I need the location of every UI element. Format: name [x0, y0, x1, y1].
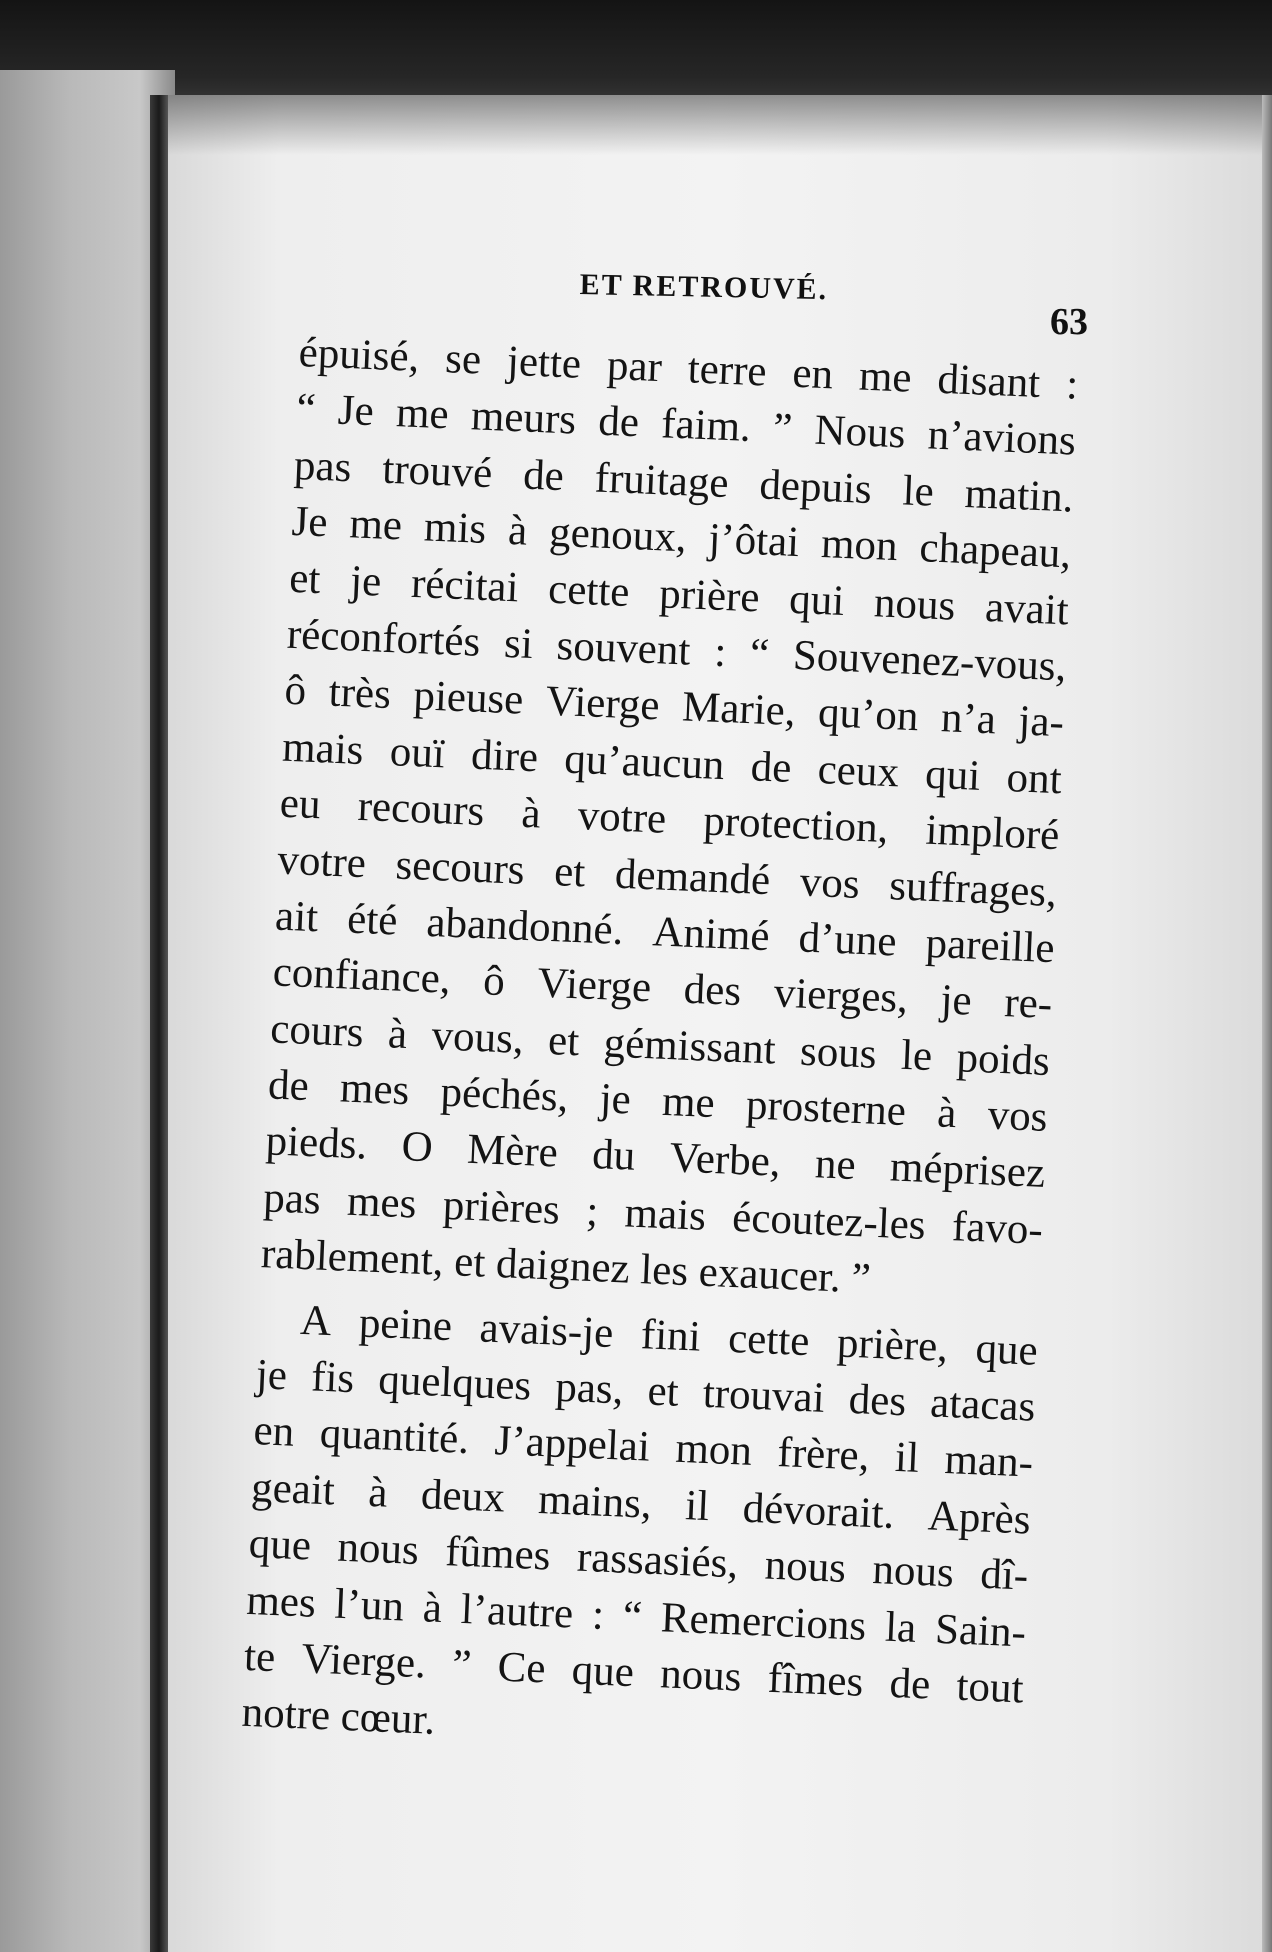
- word: nous: [871, 1546, 955, 1597]
- word: Je: [290, 498, 329, 547]
- word: à: [936, 1089, 958, 1138]
- word: pareille: [924, 919, 1056, 973]
- word: de: [522, 451, 565, 500]
- word: nous: [763, 1541, 847, 1593]
- scan-background-top: [0, 0, 1272, 110]
- word: mes: [339, 1064, 411, 1115]
- word: ceux: [816, 745, 900, 797]
- word: Mère: [466, 1126, 559, 1177]
- word: sous: [799, 1027, 878, 1078]
- word: terre: [686, 345, 768, 396]
- word: mais: [623, 1189, 707, 1240]
- word: nous: [336, 1523, 420, 1575]
- word: le: [900, 1031, 934, 1080]
- word: geait: [250, 1463, 336, 1515]
- word: rassasiés,: [576, 1533, 740, 1588]
- word: genoux,: [548, 508, 688, 562]
- word: mon: [820, 520, 899, 571]
- word: imploré: [924, 806, 1061, 860]
- word: avais-je: [478, 1304, 615, 1357]
- word: quelques: [377, 1356, 533, 1410]
- word: il: [894, 1434, 920, 1483]
- word: Vierge: [544, 677, 661, 730]
- body-text: [241, 325, 1080, 1774]
- word: souvent: [555, 622, 692, 675]
- word: deux: [420, 1470, 506, 1522]
- word: :: [591, 1590, 605, 1639]
- word: pieds.: [264, 1117, 369, 1169]
- word: Je: [336, 387, 375, 436]
- word: suffrages,: [888, 861, 1058, 916]
- word: de: [597, 397, 640, 447]
- word: écoutez-les: [731, 1193, 927, 1249]
- word: dî-: [979, 1550, 1030, 1600]
- word: ont: [1005, 753, 1063, 804]
- word: pieuse: [412, 672, 525, 725]
- word: le: [901, 467, 935, 516]
- word: vierges,: [772, 969, 909, 1023]
- word: pas,: [554, 1363, 625, 1414]
- word: à: [421, 1583, 444, 1632]
- word: demandé: [614, 850, 772, 904]
- word: je: [939, 976, 973, 1025]
- word: ”: [451, 1641, 473, 1690]
- word: fûmes: [444, 1528, 552, 1580]
- word: de: [267, 1061, 310, 1111]
- word: et: [553, 847, 587, 896]
- word: à: [520, 789, 542, 838]
- page-right-edge: [1262, 95, 1272, 1952]
- word: qu’aucun: [563, 735, 726, 789]
- word: à: [387, 1010, 409, 1058]
- word: Souvenez-vous,: [792, 631, 1068, 691]
- word: de: [888, 1659, 932, 1709]
- word: secours: [394, 841, 526, 894]
- word: l’un: [333, 1580, 405, 1631]
- text-line: rablement, et daignez les exaucer. ”: [260, 1230, 872, 1303]
- word: depuis: [758, 461, 873, 513]
- word: ne: [814, 1140, 857, 1190]
- word: la: [884, 1603, 918, 1652]
- word: “: [749, 630, 771, 678]
- word: mes: [245, 1576, 317, 1627]
- word: je: [598, 1075, 632, 1124]
- word: des: [682, 965, 743, 1016]
- word: mais: [281, 723, 365, 774]
- word: que: [974, 1324, 1039, 1375]
- word: à: [367, 1468, 389, 1517]
- word: “: [621, 1592, 644, 1641]
- word: Remercions: [660, 1593, 868, 1650]
- word: trouvai: [701, 1369, 826, 1422]
- word: qui: [924, 750, 982, 800]
- word: ”: [772, 405, 794, 454]
- word: vos: [986, 1091, 1049, 1142]
- running-head: ET RETROUVÉ.: [579, 268, 829, 307]
- word: dire: [470, 731, 540, 782]
- word: prières: [441, 1181, 561, 1234]
- word: nous: [659, 1650, 743, 1701]
- word: mes: [346, 1177, 418, 1228]
- word: dévorait.: [741, 1484, 896, 1538]
- word: mon: [674, 1425, 753, 1476]
- word: recours: [356, 782, 486, 836]
- word: qui: [788, 575, 846, 625]
- word: ouï: [388, 727, 446, 778]
- word: :: [713, 628, 728, 677]
- word: si: [503, 619, 534, 668]
- word: poids: [955, 1033, 1051, 1085]
- word: tout: [955, 1662, 1025, 1713]
- word: cette: [547, 565, 631, 616]
- word: fruitage: [593, 454, 730, 507]
- word: quantité.: [318, 1410, 471, 1464]
- word: j’ôtai: [707, 515, 801, 567]
- word: Animé: [651, 908, 771, 961]
- word: gémissant: [602, 1019, 777, 1074]
- word: je: [255, 1351, 289, 1400]
- word: vos: [798, 857, 861, 908]
- word: A: [299, 1296, 333, 1345]
- word: abandonné.: [425, 898, 625, 954]
- word: re-: [1003, 979, 1054, 1029]
- word: prière: [658, 569, 761, 622]
- word: récitai: [410, 559, 520, 611]
- word: à: [507, 507, 529, 555]
- word: fîmes: [766, 1654, 865, 1706]
- word: très: [327, 668, 392, 719]
- word: en: [791, 349, 835, 399]
- word: se: [444, 335, 483, 384]
- word: des: [847, 1375, 908, 1426]
- word: Ce: [496, 1643, 547, 1693]
- word: me: [858, 352, 913, 402]
- word: Après: [926, 1492, 1032, 1544]
- word: Sain-: [934, 1605, 1027, 1657]
- word: ;: [585, 1187, 600, 1236]
- word: ô: [482, 957, 506, 1006]
- word: chapeau,: [918, 524, 1073, 578]
- word: pas: [293, 441, 353, 492]
- word: et: [547, 1016, 581, 1065]
- word: peine: [358, 1299, 454, 1350]
- word: il: [684, 1482, 711, 1530]
- word: me: [661, 1077, 716, 1128]
- word: n’a: [940, 694, 997, 744]
- word: méprisez: [889, 1143, 1047, 1198]
- word: avait: [984, 583, 1070, 634]
- word: et: [288, 554, 322, 603]
- word: fini: [640, 1310, 702, 1361]
- word: été: [346, 895, 399, 945]
- text-line: notre cœur.: [240, 1689, 437, 1745]
- word: :: [1065, 361, 1080, 409]
- book-spine: [150, 95, 168, 1952]
- word: Vierge.: [300, 1635, 427, 1688]
- word: ô: [283, 667, 308, 715]
- word: en: [252, 1407, 296, 1457]
- word: Vierge: [536, 959, 653, 1012]
- word: qu’on: [817, 689, 920, 741]
- word: et: [646, 1367, 680, 1416]
- word: d’une: [797, 914, 898, 966]
- word: par: [606, 341, 663, 392]
- word: votre: [576, 792, 668, 843]
- word: mis: [423, 503, 488, 554]
- word: “: [295, 385, 317, 434]
- word: ja-: [1017, 697, 1065, 747]
- word: me: [348, 500, 404, 550]
- word: atacas: [929, 1379, 1037, 1431]
- word: péchés,: [439, 1068, 570, 1121]
- word: matin.: [963, 469, 1075, 522]
- word: protection,: [702, 797, 890, 853]
- word: J’appelai: [493, 1417, 651, 1472]
- word: que: [247, 1520, 312, 1570]
- word: favo-: [951, 1202, 1044, 1254]
- word: de: [749, 743, 793, 792]
- word: cette: [727, 1314, 811, 1365]
- word: prière,: [836, 1319, 949, 1371]
- word: Verbe,: [668, 1134, 782, 1187]
- word: vous,: [430, 1011, 525, 1063]
- word: confiance,: [271, 948, 452, 1004]
- word: disant: [936, 355, 1042, 408]
- word: nous: [873, 578, 957, 630]
- word: épuisé,: [297, 328, 421, 382]
- word: du: [591, 1131, 637, 1181]
- word: fis: [310, 1353, 356, 1403]
- word: cours: [269, 1005, 365, 1056]
- word: l’autre: [459, 1585, 575, 1638]
- word: pas: [262, 1174, 322, 1224]
- page-top-shadow: [168, 95, 1272, 155]
- word: réconfortés: [286, 610, 482, 666]
- word: prosterne: [745, 1081, 907, 1136]
- word: jette: [506, 337, 583, 388]
- word: man-: [943, 1436, 1034, 1488]
- word: trouvé: [381, 445, 494, 497]
- word: me: [395, 389, 450, 439]
- word: frère,: [776, 1429, 871, 1481]
- word: n’avions: [926, 411, 1077, 465]
- word: mains,: [537, 1475, 653, 1528]
- word: meurs: [470, 392, 578, 445]
- page-number: 63: [1050, 301, 1088, 343]
- word: faim.: [660, 400, 752, 452]
- facing-page-edge: [0, 70, 175, 1952]
- word: que: [570, 1646, 635, 1697]
- word: ait: [274, 892, 320, 942]
- word: Marie,: [681, 683, 797, 736]
- word: te: [243, 1632, 277, 1682]
- word: O: [400, 1123, 434, 1172]
- word: Nous: [813, 407, 907, 458]
- word: votre: [276, 836, 367, 887]
- word: je: [349, 556, 383, 606]
- word: eu: [278, 779, 322, 829]
